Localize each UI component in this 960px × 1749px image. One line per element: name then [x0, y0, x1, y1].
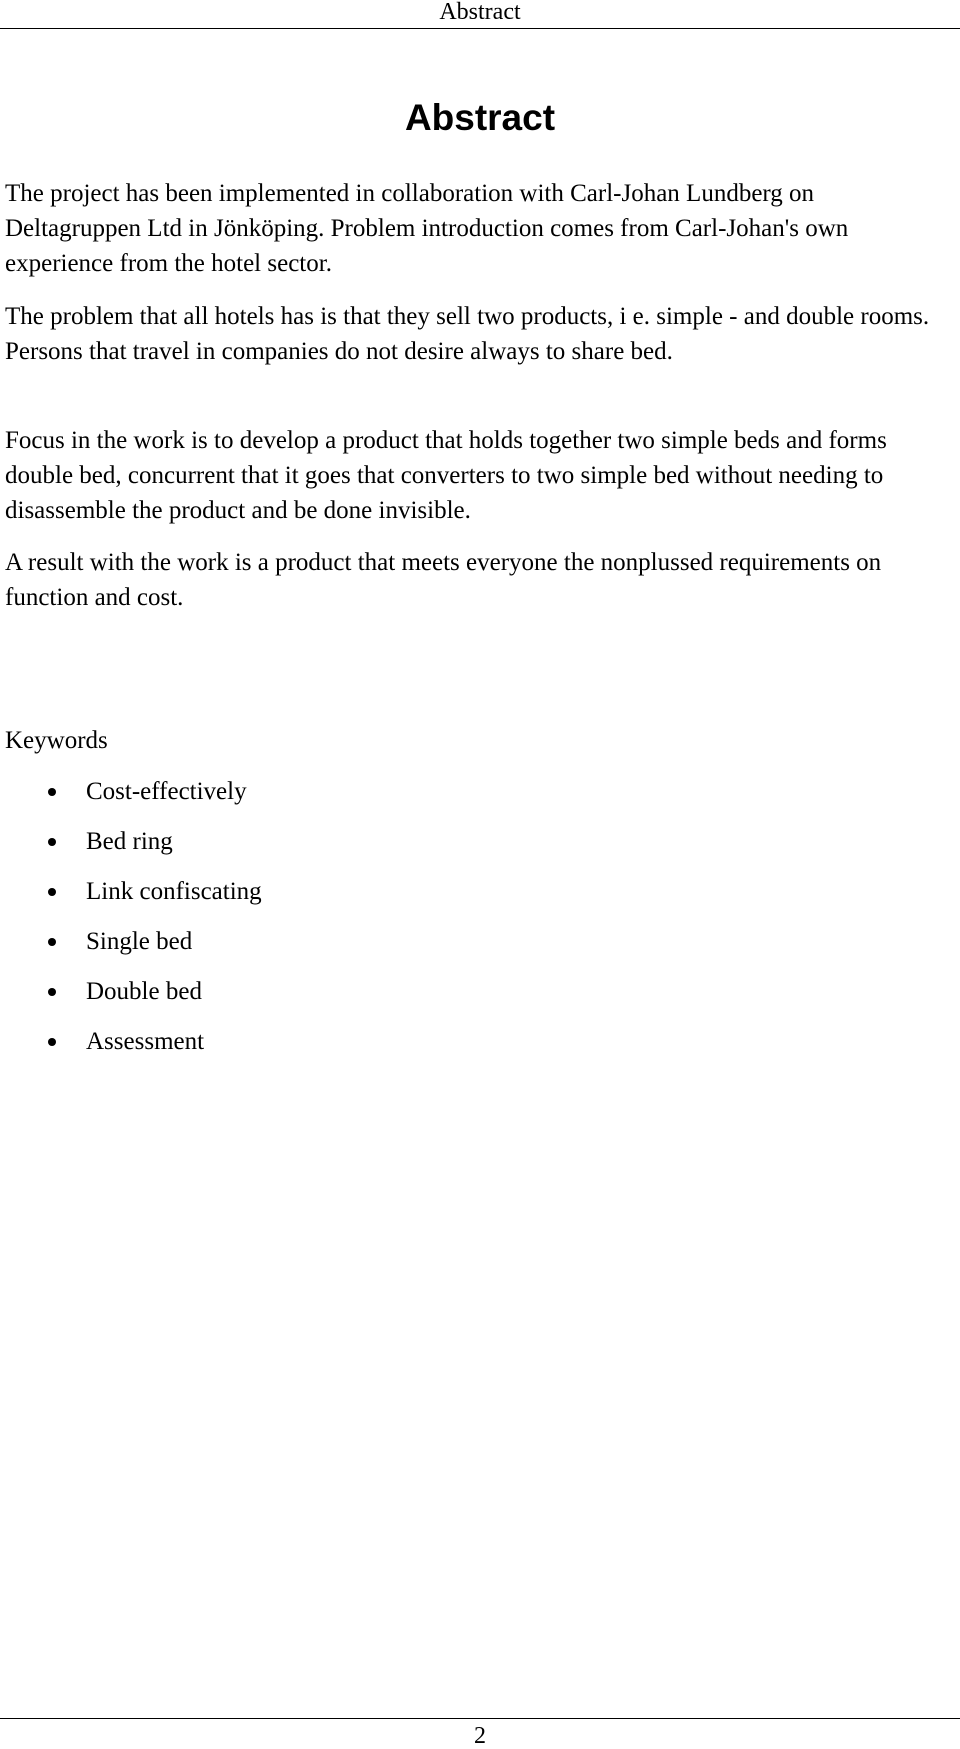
keyword-text: Double bed [86, 978, 202, 1005]
page-number: 2 [474, 1723, 486, 1749]
running-header: Abstract [0, 0, 960, 29]
bullet-icon [48, 1038, 56, 1046]
abstract-paragraph-result: A result with the work is a product that meets everyone the nonplussed requirements on function and cost. [5, 549, 882, 611]
bullet-icon [48, 938, 56, 946]
keyword-text: Single bed [86, 928, 193, 955]
abstract-paragraph-intro: The project has been implemented in collaboration with Carl-Johan Lundberg on Deltagruppen Ltd in Jönköping. Problem introduction comes from Carl-Johan's own experience from the hotel sector. [5, 180, 849, 277]
abstract-paragraph-problem: The problem that all hotels has is that they sell two products, i e. simple - and double rooms. Persons that travel in companies do not desire always to share bed. [5, 303, 930, 365]
bullet-icon [48, 838, 56, 846]
bullet-icon [48, 988, 56, 996]
bullet-icon [48, 788, 56, 796]
footer-divider [0, 1718, 960, 1719]
keyword-text: Bed ring [86, 828, 173, 855]
keyword-text: Assessment [86, 1028, 205, 1055]
keyword-text: Cost-effectively [86, 778, 247, 805]
bullet-icon [48, 888, 56, 896]
page-title: Abstract [404, 97, 556, 138]
keywords-heading: Keywords [5, 727, 108, 754]
keyword-text: Link confiscating [86, 878, 262, 905]
abstract-paragraph-focus: Focus in the work is to develop a product that holds together two simple beds and forms double bed, concurrent that it goes that converters to two simple bed without needing to disassemble the product and be done invisible. [5, 427, 887, 524]
